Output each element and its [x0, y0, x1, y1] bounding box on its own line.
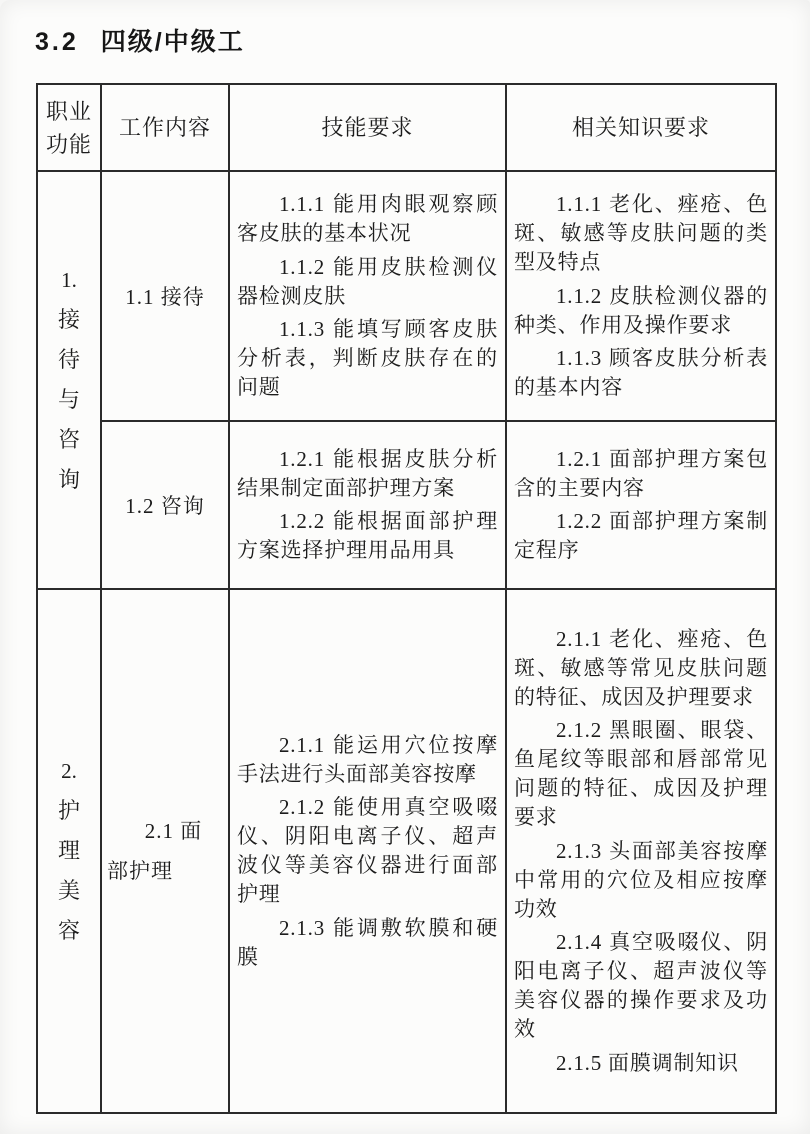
function-number: 2. — [61, 759, 77, 783]
skills-cell-facial-care — [229, 589, 506, 1113]
knowledge-item: 2.1.5 面膜调制知识 — [556, 1050, 739, 1075]
skill-item: 1.2.1 能根据皮肤分析结果制定面部护理方案 — [237, 446, 498, 500]
function-name-vertical: 护理美容 — [57, 798, 80, 943]
knowledge-item: 1.2.1 面部护理方案包含的主要内容 — [514, 446, 768, 500]
work-cell-facial-care: 2.1 面部护理 — [101, 589, 229, 1113]
skill-item: 1.1.1 能用肉眼观察顾客皮肤的基本状况 — [237, 192, 498, 245]
skill-item: 1.1.2 能用皮肤检测仪器检测皮肤 — [237, 254, 498, 308]
table-row — [37, 589, 776, 1113]
skill-item: 1.2.2 能根据面部护理方案选择护理用品用具 — [237, 509, 498, 563]
header-row — [37, 84, 776, 171]
skill-item: 2.1.2 能使用真空吸啜仪、阴阳电离子仪、超声波仪等美容仪器进行面部护理 — [237, 795, 498, 906]
skills-cell-consultation — [229, 421, 506, 589]
work-cell-consultation: 1.2 咨询 — [101, 421, 229, 589]
section-title — [35, 22, 245, 58]
section-number: 3.2 — [35, 28, 79, 56]
skill-item: 1.1.3 能填写顾客皮肤分析表，判断皮肤存在的问题 — [237, 317, 498, 399]
skills-cell-reception — [229, 171, 506, 421]
table-row — [37, 171, 776, 421]
header-work-content: 工作内容 — [101, 84, 229, 171]
knowledge-item: 1.1.2 皮肤检测仪器的种类、作用及操作要求 — [514, 283, 768, 337]
knowledge-item: 1.1.1 老化、痤疮、色斑、敏感等皮肤问题的类型及特点 — [514, 192, 768, 274]
skill-standard-table — [36, 83, 777, 1114]
function-number: 1. — [61, 268, 77, 292]
knowledge-item: 2.1.2 黑眼圈、眼袋、鱼尾纹等眼部和唇部常见问题的特征、成因及护理要求 — [514, 718, 768, 829]
function-name-vertical: 接待与咨询 — [57, 307, 80, 492]
header-skill-requirements: 技能要求 — [229, 84, 506, 171]
section-title-text: 四级/中级工 — [100, 28, 245, 56]
knowledge-cell-consultation — [506, 421, 776, 589]
function-cell-care-beauty — [37, 589, 101, 1113]
skill-item: 2.1.1 能运用穴位按摩手法进行头面部美容按摩 — [237, 732, 498, 786]
knowledge-item: 2.1.4 真空吸啜仪、阴阳电离子仪、超声波仪等美容仪器的操作要求及功效 — [514, 930, 768, 1041]
table-row — [37, 421, 776, 589]
knowledge-item: 2.1.3 头面部美容按摩中常用的穴位及相应按摩功效 — [514, 838, 768, 921]
knowledge-cell-reception — [506, 171, 776, 421]
skill-item: 2.1.3 能调敷软膜和硬膜 — [237, 915, 498, 969]
work-cell-reception: 1.1 接待 — [101, 171, 229, 421]
knowledge-item: 1.2.2 面部护理方案制定程序 — [514, 509, 768, 563]
knowledge-cell-facial-care — [506, 589, 776, 1113]
header-occupational-function: 职业功能 — [37, 84, 101, 171]
function-cell-reception-consultation — [37, 171, 101, 589]
knowledge-item: 2.1.1 老化、痤疮、色斑、敏感等常见皮肤问题的特征、成因及护理要求 — [514, 626, 768, 709]
header-knowledge-requirements: 相关知识要求 — [506, 84, 776, 171]
knowledge-item: 1.1.3 顾客皮肤分析表的基本内容 — [514, 346, 768, 399]
